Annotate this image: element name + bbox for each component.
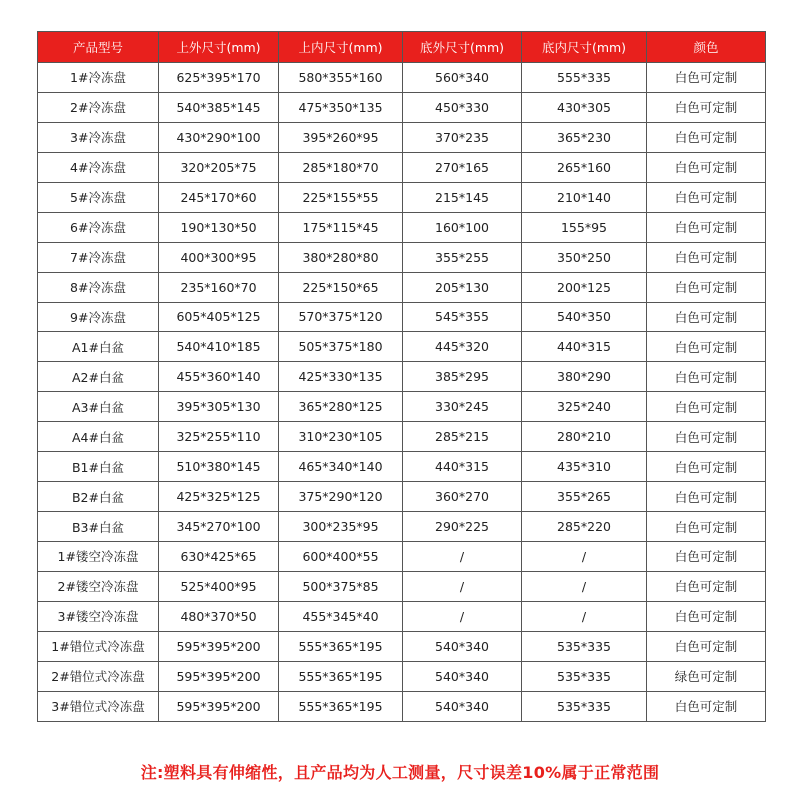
color-cell: 白色可定制 <box>647 512 766 542</box>
top-outer-cell: 595*395*200 <box>159 691 279 721</box>
model-cell: 1#冷冻盘 <box>38 63 159 93</box>
model-cell: B1#白盆 <box>38 452 159 482</box>
bottom-inner-cell: 535*335 <box>522 631 647 661</box>
bottom-outer-cell: 160*100 <box>403 212 522 242</box>
table-row <box>38 272 766 302</box>
top-inner-cell: 500*375*85 <box>279 571 403 601</box>
top-outer-cell: 625*395*170 <box>159 63 279 93</box>
top-outer-cell: 595*395*200 <box>159 661 279 691</box>
color-cell: 白色可定制 <box>647 452 766 482</box>
top-inner-cell: 555*365*195 <box>279 661 403 691</box>
table-row <box>38 122 766 152</box>
bottom-inner-cell: 280*210 <box>522 422 647 452</box>
model-cell: 6#冷冻盘 <box>38 212 159 242</box>
color-cell: 白色可定制 <box>647 362 766 392</box>
top-outer-cell: 510*380*145 <box>159 452 279 482</box>
table-row <box>38 482 766 512</box>
model-cell: 2#冷冻盘 <box>38 92 159 122</box>
model-cell: 9#冷冻盘 <box>38 302 159 332</box>
table-row <box>38 631 766 661</box>
top-inner-cell: 225*155*55 <box>279 182 403 212</box>
color-cell: 白色可定制 <box>647 182 766 212</box>
bottom-inner-cell: 350*250 <box>522 242 647 272</box>
model-cell: B3#白盆 <box>38 512 159 542</box>
bottom-outer-cell: 540*340 <box>403 691 522 721</box>
color-cell: 白色可定制 <box>647 332 766 362</box>
bottom-outer-cell: / <box>403 571 522 601</box>
bottom-outer-cell: 370*235 <box>403 122 522 152</box>
header-color: 颜色 <box>647 32 766 63</box>
top-inner-cell: 175*115*45 <box>279 212 403 242</box>
bottom-inner-cell: / <box>522 571 647 601</box>
bottom-inner-cell: 380*290 <box>522 362 647 392</box>
model-cell: 7#冷冻盘 <box>38 242 159 272</box>
model-cell: A4#白盆 <box>38 422 159 452</box>
model-cell: 3#冷冻盘 <box>38 122 159 152</box>
color-cell: 白色可定制 <box>647 691 766 721</box>
bottom-inner-cell: 355*265 <box>522 482 647 512</box>
color-cell: 白色可定制 <box>647 152 766 182</box>
top-inner-cell: 310*230*105 <box>279 422 403 452</box>
top-inner-cell: 505*375*180 <box>279 332 403 362</box>
table-header-row <box>38 32 766 63</box>
color-cell: 白色可定制 <box>647 542 766 572</box>
table-row <box>38 601 766 631</box>
bottom-outer-cell: 540*340 <box>403 661 522 691</box>
top-outer-cell: 430*290*100 <box>159 122 279 152</box>
top-outer-cell: 595*395*200 <box>159 631 279 661</box>
color-cell: 白色可定制 <box>647 422 766 452</box>
color-cell: 白色可定制 <box>647 92 766 122</box>
table-row <box>38 571 766 601</box>
bottom-outer-cell: 330*245 <box>403 392 522 422</box>
top-inner-cell: 475*350*135 <box>279 92 403 122</box>
bottom-outer-cell: 385*295 <box>403 362 522 392</box>
top-inner-cell: 455*345*40 <box>279 601 403 631</box>
header-model: 产品型号 <box>38 32 159 63</box>
model-cell: 2#错位式冷冻盘 <box>38 661 159 691</box>
bottom-inner-cell: 265*160 <box>522 152 647 182</box>
top-inner-cell: 395*260*95 <box>279 122 403 152</box>
model-cell: 3#错位式冷冻盘 <box>38 691 159 721</box>
top-outer-cell: 480*370*50 <box>159 601 279 631</box>
top-outer-cell: 190*130*50 <box>159 212 279 242</box>
top-outer-cell: 320*205*75 <box>159 152 279 182</box>
bottom-inner-cell: 435*310 <box>522 452 647 482</box>
top-outer-cell: 425*325*125 <box>159 482 279 512</box>
bottom-outer-cell: 440*315 <box>403 452 522 482</box>
color-cell: 白色可定制 <box>647 631 766 661</box>
table-row <box>38 422 766 452</box>
model-cell: 1#镂空冷冻盘 <box>38 542 159 572</box>
table-row <box>38 212 766 242</box>
color-cell: 绿色可定制 <box>647 661 766 691</box>
table-row <box>38 512 766 542</box>
top-outer-cell: 400*300*95 <box>159 242 279 272</box>
bottom-inner-cell: / <box>522 601 647 631</box>
top-inner-cell: 285*180*70 <box>279 152 403 182</box>
top-outer-cell: 395*305*130 <box>159 392 279 422</box>
color-cell: 白色可定制 <box>647 482 766 512</box>
table-row <box>38 63 766 93</box>
bottom-inner-cell: 440*315 <box>522 332 647 362</box>
bottom-outer-cell: 215*145 <box>403 182 522 212</box>
footnote: 注:塑料具有伸缩性，且产品均为人工测量，尺寸误差10%属于正常范围 <box>140 763 660 782</box>
table-row <box>38 452 766 482</box>
bottom-inner-cell: 535*335 <box>522 661 647 691</box>
top-inner-cell: 365*280*125 <box>279 392 403 422</box>
size-table <box>37 31 766 722</box>
table-row <box>38 362 766 392</box>
bottom-outer-cell: 285*215 <box>403 422 522 452</box>
color-cell: 白色可定制 <box>647 122 766 152</box>
bottom-outer-cell: 270*165 <box>403 152 522 182</box>
bottom-inner-cell: 155*95 <box>522 212 647 242</box>
bottom-inner-cell: 430*305 <box>522 92 647 122</box>
top-inner-cell: 225*150*65 <box>279 272 403 302</box>
bottom-inner-cell: 365*230 <box>522 122 647 152</box>
top-outer-cell: 605*405*125 <box>159 302 279 332</box>
bottom-outer-cell: 540*340 <box>403 631 522 661</box>
size-table-container <box>37 31 765 722</box>
color-cell: 白色可定制 <box>647 571 766 601</box>
top-inner-cell: 380*280*80 <box>279 242 403 272</box>
top-outer-cell: 235*160*70 <box>159 272 279 302</box>
bottom-inner-cell: 555*335 <box>522 63 647 93</box>
bottom-outer-cell: 445*320 <box>403 332 522 362</box>
header-bottom-outer: 底外尺寸(mm) <box>403 32 522 63</box>
bottom-outer-cell: 560*340 <box>403 63 522 93</box>
top-inner-cell: 300*235*95 <box>279 512 403 542</box>
bottom-inner-cell: 285*220 <box>522 512 647 542</box>
top-inner-cell: 425*330*135 <box>279 362 403 392</box>
table-body <box>38 63 766 722</box>
bottom-outer-cell: 545*355 <box>403 302 522 332</box>
model-cell: 3#镂空冷冻盘 <box>38 601 159 631</box>
top-inner-cell: 555*365*195 <box>279 691 403 721</box>
header-top-inner: 上内尺寸(mm) <box>279 32 403 63</box>
table-row <box>38 182 766 212</box>
model-cell: 8#冷冻盘 <box>38 272 159 302</box>
color-cell: 白色可定制 <box>647 63 766 93</box>
table-row <box>38 542 766 572</box>
model-cell: 1#错位式冷冻盘 <box>38 631 159 661</box>
color-cell: 白色可定制 <box>647 302 766 332</box>
table-row <box>38 302 766 332</box>
model-cell: A2#白盆 <box>38 362 159 392</box>
bottom-outer-cell: 355*255 <box>403 242 522 272</box>
table-row <box>38 92 766 122</box>
model-cell: 2#镂空冷冻盘 <box>38 571 159 601</box>
bottom-inner-cell: 540*350 <box>522 302 647 332</box>
bottom-outer-cell: 205*130 <box>403 272 522 302</box>
table-row <box>38 691 766 721</box>
top-outer-cell: 345*270*100 <box>159 512 279 542</box>
model-cell: A1#白盆 <box>38 332 159 362</box>
table-row <box>38 152 766 182</box>
top-inner-cell: 375*290*120 <box>279 482 403 512</box>
header-top-outer: 上外尺寸(mm) <box>159 32 279 63</box>
bottom-inner-cell: / <box>522 542 647 572</box>
top-inner-cell: 465*340*140 <box>279 452 403 482</box>
bottom-outer-cell: 360*270 <box>403 482 522 512</box>
top-inner-cell: 555*365*195 <box>279 631 403 661</box>
top-outer-cell: 540*410*185 <box>159 332 279 362</box>
color-cell: 白色可定制 <box>647 212 766 242</box>
color-cell: 白色可定制 <box>647 392 766 422</box>
top-inner-cell: 570*375*120 <box>279 302 403 332</box>
color-cell: 白色可定制 <box>647 242 766 272</box>
bottom-outer-cell: / <box>403 601 522 631</box>
header-bottom-inner: 底内尺寸(mm) <box>522 32 647 63</box>
model-cell: B2#白盆 <box>38 482 159 512</box>
model-cell: 5#冷冻盘 <box>38 182 159 212</box>
bottom-inner-cell: 325*240 <box>522 392 647 422</box>
top-outer-cell: 525*400*95 <box>159 571 279 601</box>
color-cell: 白色可定制 <box>647 601 766 631</box>
top-outer-cell: 325*255*110 <box>159 422 279 452</box>
table-row <box>38 392 766 422</box>
model-cell: 4#冷冻盘 <box>38 152 159 182</box>
bottom-inner-cell: 200*125 <box>522 272 647 302</box>
top-inner-cell: 600*400*55 <box>279 542 403 572</box>
top-inner-cell: 580*355*160 <box>279 63 403 93</box>
color-cell: 白色可定制 <box>647 272 766 302</box>
top-outer-cell: 245*170*60 <box>159 182 279 212</box>
bottom-inner-cell: 210*140 <box>522 182 647 212</box>
bottom-inner-cell: 535*335 <box>522 691 647 721</box>
top-outer-cell: 540*385*145 <box>159 92 279 122</box>
top-outer-cell: 630*425*65 <box>159 542 279 572</box>
table-row <box>38 242 766 272</box>
top-outer-cell: 455*360*140 <box>159 362 279 392</box>
bottom-outer-cell: / <box>403 542 522 572</box>
model-cell: A3#白盆 <box>38 392 159 422</box>
bottom-outer-cell: 290*225 <box>403 512 522 542</box>
bottom-outer-cell: 450*330 <box>403 92 522 122</box>
table-row <box>38 661 766 691</box>
table-row <box>38 332 766 362</box>
